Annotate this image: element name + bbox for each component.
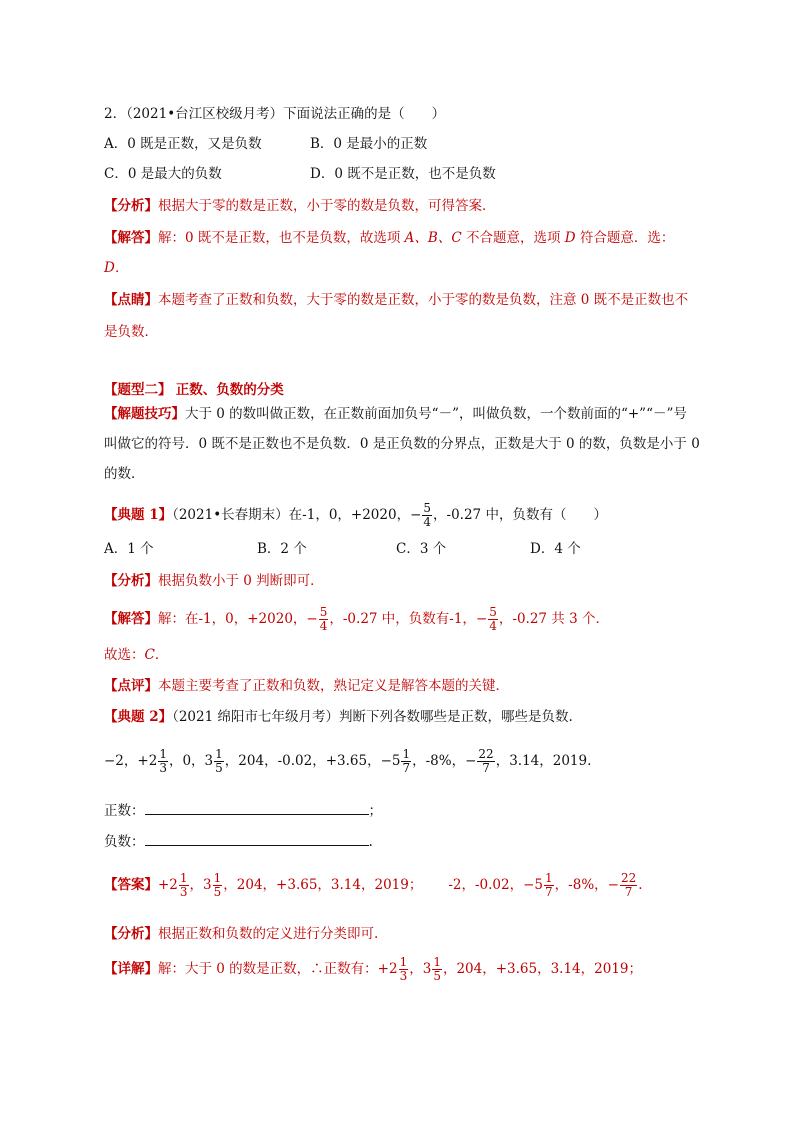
ex2-positive-end: ； [368, 803, 382, 819]
ex1-choice [104, 645, 168, 665]
ex2-answer-pos-tail: ，204，+3.65，3.14，2019； [223, 877, 423, 893]
q2-answer-var-d: D [564, 230, 576, 246]
ex2-answer-frac-num: 22 [620, 871, 637, 885]
ex1-fraction-sign: − [410, 507, 422, 523]
ex2-mixed-3-whole: −5 [380, 753, 401, 769]
ex2-mixed-2-den: 5 [215, 761, 223, 775]
ex2-mixed-1-den: 3 [159, 761, 167, 775]
ex2-sep: ， [312, 753, 326, 769]
ex2-sep: ， [412, 753, 426, 769]
ex2-answer-mixed-2-whole: 3 [203, 877, 212, 893]
q2-answer [104, 228, 674, 248]
ex2-num-1: −2 [104, 753, 124, 769]
ex1-stem-a: （2021•长春期末）在-1，0，+2020， [172, 507, 411, 523]
ex2-num-11: 3.14 [509, 753, 540, 769]
ex2-sep: ， [451, 753, 466, 769]
ex1-option-c: C．3 个 [396, 541, 447, 557]
ex1-answer-frac1 [306, 605, 329, 633]
ex2-answer-neg-b: ，-8%， [554, 877, 608, 893]
ex2-answer-mixed-3-num: 1 [545, 871, 553, 885]
type2-title-text: 正数、负数的分类 [175, 382, 284, 398]
ex2-negative-row [104, 832, 373, 852]
ex2-answer-mixed-1-whole: +2 [158, 877, 178, 893]
ex1-answer-frac2-den: 4 [489, 619, 497, 633]
ex2-mixed-2-whole: 3 [204, 753, 214, 769]
type2-title [104, 380, 284, 400]
ex2-detail-mixed-1 [377, 955, 410, 983]
ex1-stem-b: ，-0.27 中，负数有（ ） [433, 507, 607, 523]
ex2-positive-blank[interactable] [145, 802, 369, 815]
q2-option-d: D．0 既不是正数，也不是负数 [310, 166, 496, 182]
type2-title-tag: 【题型二】 [104, 382, 172, 398]
q2-answer-tag: 【解答】 [104, 230, 158, 246]
ex2-stem-text: （2021 绵阳市七年级月考）判断下列各数哪些是正数，哪些是负数. [172, 709, 573, 725]
ex2-sep: ， [123, 753, 138, 769]
ex1-answer-frac2-sign: − [475, 611, 488, 627]
ex2-answer-frac-den: 7 [624, 885, 633, 899]
ex1-analysis-tag: 【分析】 [104, 573, 158, 589]
ex2-num-5: 204 [238, 753, 265, 769]
ex1-answer-frac2 [475, 605, 499, 633]
ex2-answer-mixed-1-den: 3 [179, 885, 188, 899]
type2-tips-line3: 的数． [104, 466, 145, 482]
ex2-negative-label: 负数： [104, 834, 145, 850]
ex1-answer-frac2-num: 5 [489, 605, 497, 619]
ex1-comment [104, 676, 509, 696]
q2-answer-line2: D． [104, 260, 129, 276]
ex2-detail-mixed-1-den: 3 [399, 969, 408, 983]
ex2-answer-mixed-3 [523, 871, 555, 899]
q2-answer-text-b: 不合题意，选项 [461, 230, 565, 246]
ex2-analysis-tag: 【分析】 [104, 926, 158, 942]
ex2-num-12: 2019. [552, 753, 592, 769]
ex1-fraction-den: 4 [423, 515, 432, 529]
q2-analysis [104, 196, 496, 216]
ex1-answer-a: 解：在-1，0，+2020， [158, 611, 307, 627]
ex2-sep: ， [224, 753, 239, 769]
ex2-sep: ， [539, 753, 553, 769]
type2-tips-line2: 叫做它的符号．0 既不是正数也不是负数．0 是正负数的分界点，正数是大于 0 的数，负数是小于 0 [104, 436, 700, 452]
ex2-answer-end: . [638, 877, 643, 893]
ex2-analysis-text: 根据正数和负数的定义进行分类即可. [158, 926, 379, 942]
ex2-mixed-1 [137, 747, 169, 775]
ex2-frac-den: 7 [482, 761, 490, 775]
ex2-detail [104, 952, 642, 986]
ex2-frac-sign: − [465, 753, 477, 769]
ex2-sep: ， [264, 753, 278, 769]
ex1-option-b: B．2 个 [257, 541, 307, 557]
type2-tips-line1: 大于 0 的数叫做正数，在正数前面加负号“－”，叫做负数，一个数前面的“+”“－”号 [185, 406, 687, 422]
ex2-stem [104, 707, 573, 727]
ex2-num-9: -8% [425, 753, 452, 769]
ex1-answer-frac1-sign: − [306, 611, 318, 627]
q2-analysis-tag: 【分析】 [104, 198, 158, 214]
ex1-choice-a: 故选： [104, 647, 145, 663]
ex2-positive-row [104, 801, 382, 821]
ex2-positive-label: 正数： [104, 803, 145, 819]
ex2-detail-tail: ，204，+3.65，3.14，2019； [442, 961, 643, 977]
ex2-answer-mixed-3-whole: −5 [523, 877, 544, 893]
ex1-analysis-text: 根据负数小于 0 判断即可． [158, 573, 324, 589]
ex2-answer-mixed-2 [203, 871, 223, 899]
ex2-answer-mixed-1-num: 1 [179, 871, 188, 885]
ex2-negative-blank[interactable] [145, 833, 369, 846]
ex2-sep: ， [367, 753, 381, 769]
q2-comment-tag: 【点睛】 [104, 292, 158, 308]
ex2-answer-frac [607, 871, 639, 899]
q2-comment-text: 本题考查了正数和负数，大于零的数是正数，小于零的数是负数，注意 0 既不是正数也不 [158, 292, 689, 308]
ex2-analysis [104, 924, 378, 944]
ex2-sep: ， [495, 753, 510, 769]
ex2-mixed-2 [204, 747, 225, 775]
ex2-frac-neg [465, 747, 496, 775]
ex2-detail-tag: 【详解】 [104, 961, 158, 977]
ex2-number-list [104, 744, 591, 778]
ex2-detail-mixed-1-num: 1 [399, 955, 408, 969]
ex2-sep: ， [189, 877, 204, 893]
ex1-comment-tag: 【点评】 [104, 678, 158, 694]
ex2-answer-frac-sign: − [607, 877, 619, 893]
ex2-answer-mixed-3-den: 7 [545, 885, 553, 899]
q2-option-a [104, 134, 262, 154]
ex1-stem [104, 500, 607, 530]
ex2-detail-mixed-2-num: 1 [433, 955, 441, 969]
ex1-answer-c: ，-0.27 共 3 个． [498, 611, 609, 627]
ex1-fraction-num: 5 [423, 501, 432, 515]
ex1-choice-b: ． [154, 647, 169, 663]
q2-stem: 2．（2021•台江区校级月考）下面说法正确的是（ ） [104, 106, 446, 122]
ex2-answer [104, 868, 643, 902]
ex2-detail-mixed-1-whole: +2 [377, 961, 398, 977]
ex2-sep: ， [191, 753, 205, 769]
type2-tips-tag: 【解题技巧】 [104, 406, 185, 422]
q2-answer-text-c: 符合题意．选： [575, 230, 675, 246]
ex2-num-7: +3.65 [325, 753, 368, 769]
ex2-sep: ， [168, 753, 183, 769]
q2-answer-vars: A、B、C [404, 230, 462, 246]
ex2-frac-num: 22 [478, 747, 494, 761]
ex2-detail-mixed-2 [422, 955, 443, 983]
ex2-mixed-3 [380, 747, 413, 775]
ex2-detail-a: 解：大于 0 的数是正数，∴正数有： [158, 961, 378, 977]
ex1-answer [104, 604, 609, 634]
ex2-sep: ， [409, 961, 423, 977]
ex1-analysis [104, 571, 324, 591]
ex1-option-d: D．4 个 [530, 541, 581, 557]
ex2-tag: 【典题 2】 [104, 709, 173, 725]
ex1-comment-text: 本题主要考查了正数和负数，熟记定义是解答本题的关键． [158, 678, 509, 694]
ex2-num-3: 0 [182, 753, 192, 769]
ex1-option-a: A．1 个 [104, 541, 154, 557]
ex1-tag: 【典题 1】 [104, 507, 173, 523]
ex2-mixed-3-num: 1 [402, 747, 411, 761]
ex1-fraction [410, 501, 433, 529]
ex2-answer-mixed-1 [158, 871, 190, 899]
q2-analysis-text: 根据大于零的数是正数，小于零的数是负数，可得答案． [158, 198, 496, 214]
ex2-answer-mixed-2-den: 5 [213, 885, 222, 899]
ex2-answer-tag: 【答案】 [104, 877, 158, 893]
ex2-answer-mixed-2-num: 1 [213, 871, 222, 885]
ex2-detail-mixed-2-den: 5 [433, 969, 441, 983]
ex2-answer-neg-a: -2，-0.02， [448, 877, 524, 893]
ex1-answer-tag: 【解答】 [104, 611, 158, 627]
q2-comment-line2: 是负数． [104, 324, 158, 340]
type2-tips [104, 404, 687, 424]
q2-option-a-text: A．0 既是正数，又是负数 [104, 136, 262, 152]
q2-option-c: C．0 是最大的负数 [104, 166, 222, 182]
ex1-answer-frac1-num: 5 [319, 605, 328, 619]
q2-answer-text-a: 解：0 既不是正数，也不是负数，故选项 [158, 230, 405, 246]
ex2-mixed-1-whole: +2 [137, 753, 158, 769]
ex2-mixed-2-num: 1 [215, 747, 223, 761]
ex2-negative-end: . [368, 834, 373, 850]
ex1-choice-var: C [144, 647, 155, 663]
ex2-mixed-1-num: 1 [159, 747, 167, 761]
q2-option-b: B．0 是最小的正数 [310, 136, 428, 152]
q2-comment [104, 290, 688, 310]
ex1-answer-frac1-den: 4 [319, 619, 328, 633]
ex2-mixed-3-den: 7 [402, 761, 411, 775]
ex2-num-6: -0.02 [277, 753, 313, 769]
ex1-answer-b: ，-0.27 中，负数有-1， [329, 611, 476, 627]
ex2-detail-mixed-2-whole: 3 [422, 961, 432, 977]
